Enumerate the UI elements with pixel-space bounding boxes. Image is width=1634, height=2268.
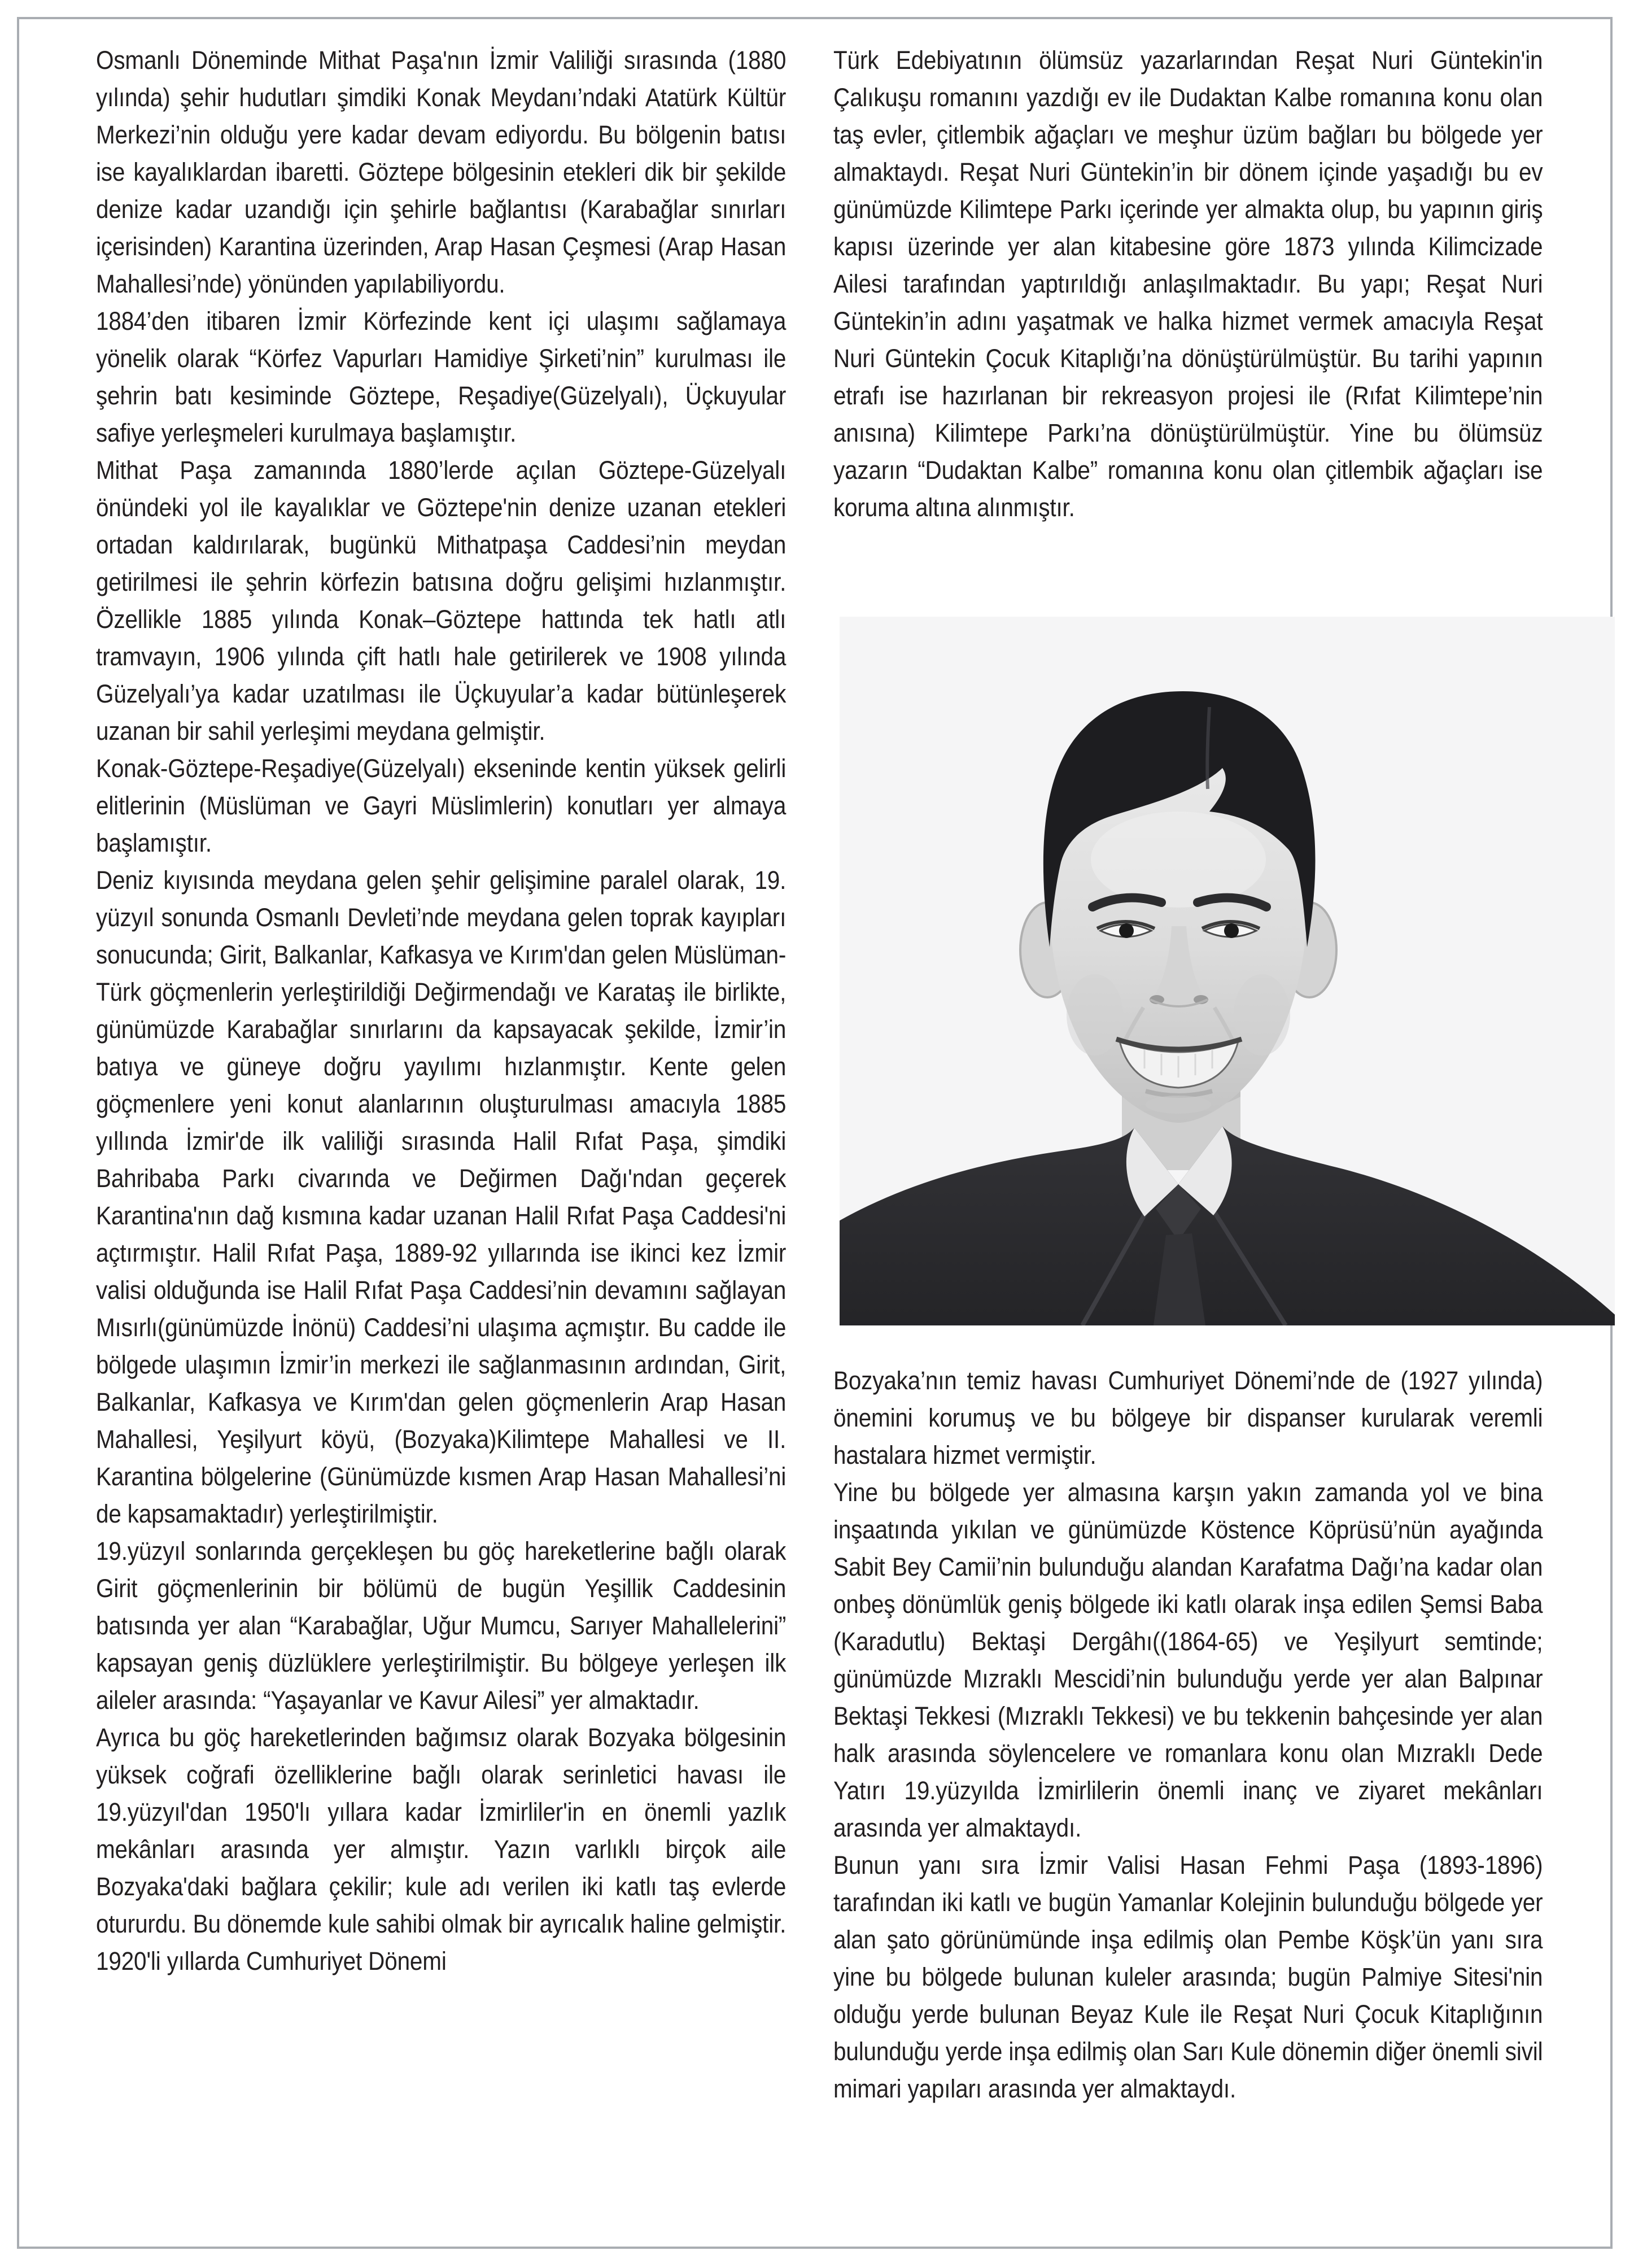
paragraph-left-4: Konak-Göztepe-Reşadiye(Güzelyalı) ekseninde kentin yüksek gelirli elitlerinin (Müslüman ve Gayri Müslimlerin) konutları yer almaya başlamıştır. [96, 754, 787, 857]
paragraph-left-7: Ayrıca bu göç hareketlerinden bağımsız olarak Bozyaka bölgesinin yüksek coğrafi özelliklerine bağlı olarak serinletici havası ile 19.yüzyıl'dan 1950'lı yıllara kadar İzmirliler'in en önemli yazlık mekânları arasında yer almıştır. Yazın varlıklı birçok aile Bozyaka'daki bağlara çekilir; kule adı verilen iki katlı taş evlerde otururdu. Bu dönemde kule sahibi olmak bir ayrıcalık haline gelmiştir. 1920'li yıllarda Cumhuriyet Dönemi [96, 1723, 787, 1975]
paragraph-right-3: Yine bu bölgede yer almasına karşın yakın zamanda yol ve bina inşaatında yıkılan ve günümüzde Köstence Köprüsü’nün ayağında Sabit Bey Camii’nin bulunduğu alandan Karafatma Dağı’na kadar olan onbeş dönümlük geniş bölgede iki katlı olarak inşa edilen Şemsi Baba (Karadutlu) Bektaşi Dergâhı((1864-65) ve Yeşilyurt semtinde; günümüzde Mızraklı Mescidi’nin bulunduğu yerde yer alan Balpınar Bektaşi Tekkesi (Mızraklı Tekkesi) ve bu tekkenin bahçesinde yer alan halk arasında söylencelere ve romanlara konu olan Mızraklı Dede Yatırı 19.yüzyılda İzmirlilerin önemli inanç ve ziyaret mekânları arasında yer almaktaydı. [833, 1478, 1543, 1842]
paragraph-right-2: Bozyaka’nın temiz havası Cumhuriyet Dönemi’nde de (1927 yılında) önemini korumuş ve bu bölgeye bir dispanser kurularak veremli hastalara hizmet vermiştir. [833, 1366, 1543, 1469]
paragraph-left-2: 1884’den itibaren İzmir Körfezinde kent içi ulaşımı sağlamaya yönelik olarak “Körfez Vapurları Hamidiye Şirketi’nin” kurulması ile şehrin batı kesiminde Göztepe, Reşadiye(Güzelyalı), Üçkuyular safiye yerleşmeleri kurulmaya başlamıştır. [96, 307, 787, 447]
portrait-photo [840, 617, 1615, 1325]
portrait-photo-illustration [840, 617, 1615, 1325]
paragraph-left-3: Mithat Paşa zamanında 1880’lerde açılan Göztepe-Güzelyalı önündeki yol ile kayalıklar ve Göztepe'nin denize uzanan etekleri ortadan kaldırılarak, bugünkü Mithatpaşa Caddesi’nin meydan getirilmesi ile şehrin körfezin batısına doğru gelişimi hızlanmıştır. Özellikle 1885 yılında Konak–Göztepe hattında tek hatlı atlı tramvayın, 1906 yılında çift hatlı hale getirilerek ve 1908 yılında Güzelyalı’ya kadar uzatılması ile Üçkuyular’a kadar bütünleşerek uzanan bir sahil yerleşimi meydana gelmiştir. [96, 456, 787, 745]
paragraph-left-5: Deniz kıyısında meydana gelen şehir gelişimine paralel olarak, 19. yüzyıl sonunda Osmanlı Devleti’nde meydana gelen toprak kayıpları sonucunda; Girit, Balkanlar, Kafkasya ve Kırım'dan gelen Müslüman-Türk göçmenlerin yerleştirildiği Değirmendağı ve Karataş ile birlikte, günümüzde Karabağlar sınırlarını da kapsayacak şekilde, İzmir’in batıya ve güneye doğru yayılımı hızlanmıştır. Kente gelen göçmenlere yeni konut alanlarının oluşturulması amacıyla 1885 yıllında İzmir'de ilk valiliği sırasında Halil Rıfat Paşa, şimdiki Bahribaba Parkı civarında ve Değirmen Dağı'ndan geçerek Karantina'nın dağ kısmına kadar uzanan Halil Rıfat Paşa Caddesi'ni açtırmıştır. Halil Rıfat Paşa, 1889-92 yıllarında ise ikinci kez İzmir valisi olduğunda ise Halil Rıfat Paşa Caddesi’nin devamını sağlayan Mısırlı(günümüzde İnönü) Caddesi’ni ulaşıma açmıştır. Bu cadde ile bölgede ulaşımın İzmir’in merkezi ile sağlanmasının ardından, Girit, Balkanlar, Kafkasya ve Kırım'dan gelen göçmenlerin Arap Hasan Mahallesi, Yeşilyurt köyü, (Bozyaka)Kilimtepe Mahallesi ve II. Karantina bölgelerine (Günümüzde kısmen Arap Hasan Mahallesi’ni de kapsamaktadır) yerleştirilmiştir. [96, 866, 787, 1528]
paragraph-right-1: Türk Edebiyatının ölümsüz yazarlarından Reşat Nuri Güntekin'in Çalıkuşu romanını yazdığı ev ile Dudaktan Kalbe romanına konu olan taş evler, çitlembik ağaçları ve meşhur üzüm bağları bu bölgede yer almaktaydı. Reşat Nuri Güntekin’in bir dönem içinde yaşadığı bu ev günümüzde Kilimtepe Parkı içerinde yer almakta olup, bu yapının giriş kapısı üzerinde yer alan kitabesine göre 1873 yılında Kilimcizade Ailesi tarafından yaptırıldığı anlaşılmaktadır. Bu yapı; Reşat Nuri Güntekin’in adını yaşatmak ve halka hizmet vermek amacıyla Reşat Nuri Güntekin Çocuk Kitaplığı’na dönüştürülmüştür. Bu tarihi yapının etrafı ise hazırlanan bir rekreasyon projesi ile (Rıfat Kilimtepe’nin anısına) Kilimtepe Parkı’na dönüştürülmüştür. Yine bu ölümsüz yazarın “Dudaktan Kalbe” romanına konu olan çitlembik ağaçları ise koruma altına alınmıştır. [833, 46, 1543, 522]
paragraph-left-1: Osmanlı Döneminde Mithat Paşa'nın İzmir Valiliği sırasında (1880 yılında) şehir hudutları şimdiki Konak Meydanı’ndaki Atatürk Kültür Merkezi’nin olduğu yere kadar devam ediyordu. Bu bölgenin batısı ise kayalıklardan ibaretti. Göztepe bölgesinin etekleri dik bir şekilde denize kadar uzandığı için şehirle bağlantısı (Karabağlar sınırları içerisinden) Karantina üzerinden, Arap Hasan Çeşmesi (Arap Hasan Mahallesi’nde) yönünden yapılabiliyordu. [96, 46, 787, 298]
paragraph-right-4: Bunun yanı sıra İzmir Valisi Hasan Fehmi Paşa (1893-1896) tarafından iki katlı ve bugün Yamanlar Kolejinin bulunduğu bölgede yer alan şato görünümünde inşa edilmiş olan Pembe Köşk’ün yanı sıra yine bu bölgede bulunan kuleler arasında; bugün Palmiye Sitesi'nin olduğu yerde bulunan Beyaz Kule ile Reşat Nuri Çocuk Kitaplığının bulunduğu yerde inşa edilmiş olan Sarı Kule dönemin diğer önemli sivil mimari yapıları arasında yer almaktaydı. [833, 1851, 1543, 2103]
right-text-column-top [833, 42, 1543, 526]
right-text-column-bottom [833, 1362, 1543, 2108]
left-text-column [96, 42, 786, 1980]
paragraph-left-6: 19.yüzyıl sonlarında gerçekleşen bu göç hareketlerine bağlı olarak Girit göçmenlerinin bir bölümü de bugün Yeşillik Caddesinin batısında yer alan “Karabağlar, Uğur Mumcu, Sarıyer Mahallelerini” kapsayan geniş düzlüklere yerleştirilmiştir. Bu bölgeye yerleşen ilk aileler arasında: “Yaşayanlar ve Kavur Ailesi” yer almaktadır. [96, 1537, 787, 1715]
